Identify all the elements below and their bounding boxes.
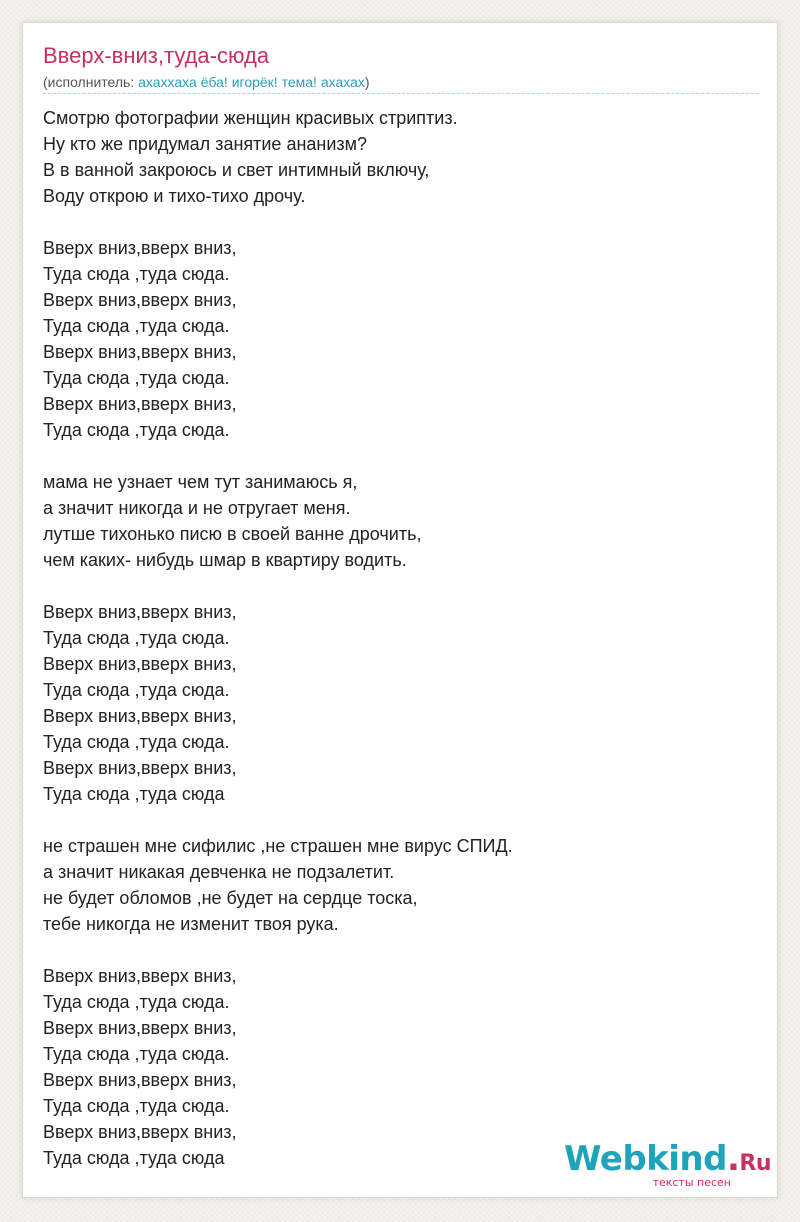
- lyrics-line: Туда сюда ,туда сюда.: [43, 368, 230, 388]
- artist-link[interactable]: ахаххаха ёба! игорёк! тема! ахахах: [138, 74, 365, 90]
- lyrics-line: Туда сюда ,туда сюда.: [43, 420, 230, 440]
- lyrics-line: Ну кто же придумал занятие ананизм?: [43, 134, 368, 154]
- logo-tagline: тексты песен: [652, 1176, 731, 1189]
- lyrics-line: Смотрю фотографии женщин красивых стриптиз.: [43, 108, 458, 128]
- logo-dot: .: [726, 1139, 740, 1179]
- lyrics-line: Вверх вниз,вверх вниз,: [43, 342, 237, 362]
- logo-tld: Ru: [739, 1151, 771, 1176]
- site-logo[interactable]: [563, 1139, 771, 1189]
- lyrics-line: Туда сюда ,туда сюда.: [43, 732, 230, 752]
- lyrics-line: Туда сюда ,туда сюда: [43, 1148, 225, 1168]
- lyrics-line: Туда сюда ,туда сюда.: [43, 628, 230, 648]
- artist-prefix: (исполнитель:: [43, 74, 139, 90]
- lyrics-line: Вверх вниз,вверх вниз,: [43, 602, 237, 622]
- lyrics-stanza: [43, 105, 759, 209]
- lyrics-line: Туда сюда ,туда сюда.: [43, 316, 230, 336]
- lyrics-line: Туда сюда ,туда сюда: [43, 784, 225, 804]
- lyrics-line: а значит никакая девченка не подзалетит.: [43, 862, 395, 882]
- artist-line: [43, 73, 370, 91]
- lyrics-line: Вверх вниз,вверх вниз,: [43, 238, 237, 258]
- lyrics-line: а значит никогда и не отругает меня.: [43, 498, 351, 518]
- lyrics-stanza: [43, 833, 759, 937]
- lyrics-line: Вверх вниз,вверх вниз,: [43, 966, 237, 986]
- lyrics-line: тебе никогда не изменит твоя рука.: [43, 914, 339, 934]
- lyrics-line: Вверх вниз,вверх вниз,: [43, 654, 237, 674]
- lyrics-line: Туда сюда ,туда сюда.: [43, 264, 230, 284]
- song-title: Вверх-вниз,туда-сюда: [43, 43, 270, 68]
- lyrics-line: чем каких- нибудь шмар в квартиру водить.: [43, 550, 407, 570]
- lyrics-line: Вверх вниз,вверх вниз,: [43, 394, 237, 414]
- lyrics-line: В в ванной закроюсь и свет интимный включу,: [43, 160, 430, 180]
- lyrics-line: Вверх вниз,вверх вниз,: [43, 1070, 237, 1090]
- lyrics-line: Туда сюда ,туда сюда.: [43, 1096, 230, 1116]
- lyrics-line: не будет обломов ,не будет на сердце тоска,: [43, 888, 418, 908]
- lyrics-stanza: [43, 469, 759, 573]
- lyrics-stanza: [43, 599, 759, 807]
- artist-suffix: ): [364, 74, 370, 90]
- logo-brand: Webkind: [563, 1139, 727, 1179]
- lyrics-line: Вверх вниз,вверх вниз,: [43, 290, 237, 310]
- lyrics-stanza: [43, 235, 759, 443]
- lyrics-line: Туда сюда ,туда сюда.: [43, 1044, 230, 1064]
- lyrics-body: [43, 105, 759, 1197]
- lyrics-line: Вверх вниз,вверх вниз,: [43, 1018, 237, 1038]
- lyrics-line: Вверх вниз,вверх вниз,: [43, 706, 237, 726]
- lyrics-line: Туда сюда ,туда сюда.: [43, 992, 230, 1012]
- lyrics-line: лутше тихонько писю в своей ванне дрочить,: [43, 524, 422, 544]
- lyrics-line: Туда сюда ,туда сюда.: [43, 680, 230, 700]
- lyrics-line: Вверх вниз,вверх вниз,: [43, 758, 237, 778]
- lyrics-line: Вверх вниз,вверх вниз,: [43, 1122, 237, 1142]
- lyrics-card: [22, 22, 778, 1198]
- title-divider: [43, 93, 759, 94]
- lyrics-line: не страшен мне сифилис ,не страшен мне вирус СПИД.: [43, 836, 513, 856]
- lyrics-line: Воду открою и тихо-тихо дрочу.: [43, 186, 306, 206]
- lyrics-line: мама не узнает чем тут занимаюсь я,: [43, 472, 358, 492]
